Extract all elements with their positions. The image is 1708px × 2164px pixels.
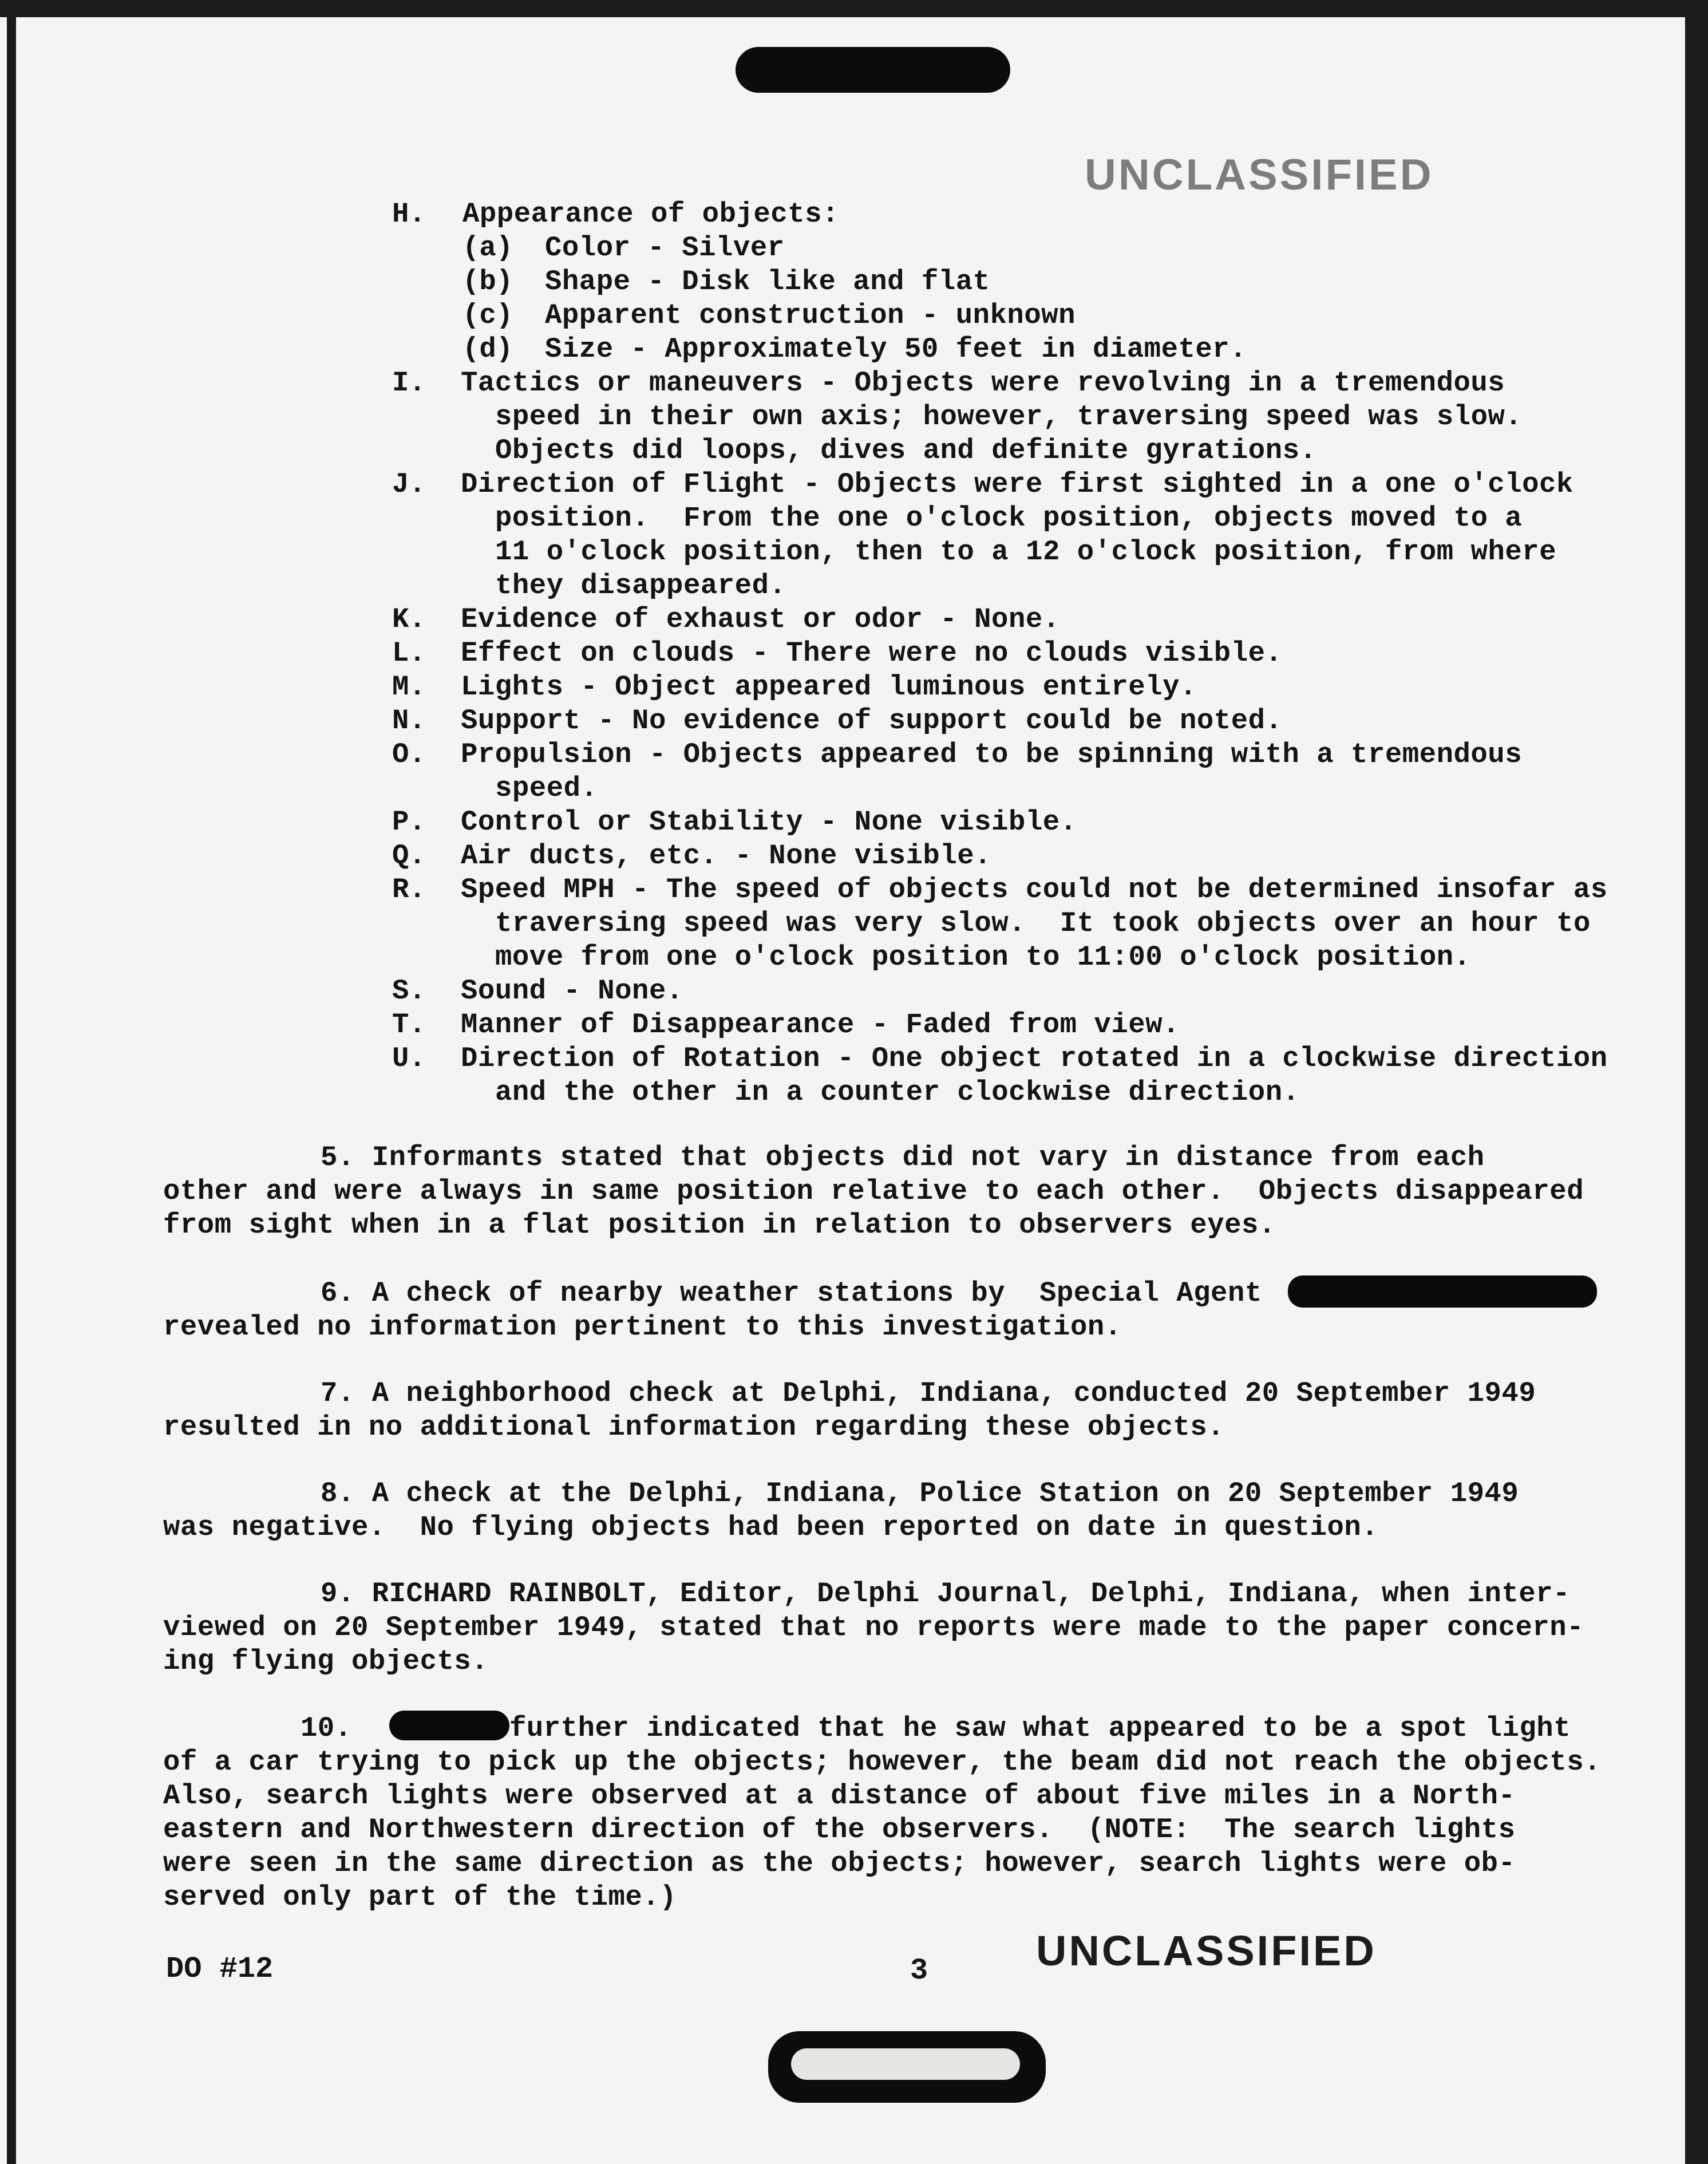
- item-l-line-1: Effect on clouds - There were no clouds visible.: [461, 637, 1283, 669]
- paragraph-9-line-3: ing flying objects.: [163, 1645, 489, 1677]
- scan-border-top: [0, 0, 1708, 17]
- item-m-line-1: Lights - Object appeared luminous entirely.: [461, 671, 1197, 703]
- item-letter-r: R.: [392, 874, 426, 906]
- item-o-line-1: Propulsion - Objects appeared to be spinning with a tremendous: [461, 739, 1523, 771]
- sub-label-a: (a): [462, 232, 513, 264]
- item-t-line-1: Manner of Disappearance - Faded from view.: [461, 1009, 1180, 1041]
- redaction-blot-bottom: [768, 2031, 1046, 2103]
- item-i-line-3: Objects did loops, dives and definite gyrations.: [495, 435, 1317, 467]
- redacted-informant-name: [389, 1711, 509, 1740]
- item-letter-q: Q.: [392, 840, 426, 872]
- paragraph-7-line-2: resulted in no additional information regarding these objects.: [163, 1411, 1225, 1443]
- item-letter-u: U.: [392, 1042, 426, 1075]
- item-i-line-1: Tactics or maneuvers - Objects were revolving in a tremendous: [461, 367, 1505, 399]
- paragraph-5-line-2: other and were always in same position relative to each other. Objects disappeared: [163, 1175, 1584, 1207]
- item-u-line-2: and the other in a counter clockwise direction.: [495, 1076, 1300, 1108]
- redacted-agent-name: [1288, 1276, 1597, 1308]
- document-id: DO #12: [166, 1952, 274, 1986]
- section-h-title: Appearance of objects:: [462, 198, 839, 230]
- item-u-line-1: Direction of Rotation - One object rotated in a clockwise direction: [461, 1042, 1608, 1075]
- paragraph-10-line-4: eastern and Northwestern direction of the observers. (NOTE: The search lights: [163, 1814, 1516, 1846]
- scan-border-right: [1685, 0, 1708, 2164]
- paragraph-5-line-3: from sight when in a flat position in relation to observers eyes.: [163, 1209, 1276, 1241]
- item-s-line-1: Sound - None.: [461, 975, 683, 1007]
- item-r-line-3: move from one o'clock position to 11:00 o'clock position.: [495, 941, 1471, 973]
- item-r-line-2: traversing speed was very slow. It took objects over an hour to: [495, 907, 1591, 939]
- sub-label-c: (c): [462, 299, 513, 331]
- item-i-line-2: speed in their own axis; however, traversing speed was slow.: [495, 401, 1523, 433]
- item-q-line-1: Air ducts, etc. - None visible.: [461, 840, 992, 872]
- sub-text-d: Size - Approximately 50 feet in diameter.: [545, 333, 1247, 365]
- paragraph-8-line-2: was negative. No flying objects had been reported on date in question.: [163, 1511, 1379, 1543]
- paragraph-10-line-5: were seen in the same direction as the objects; however, search lights were ob-: [163, 1847, 1516, 1879]
- item-letter-t: T.: [392, 1009, 426, 1041]
- item-p-line-1: Control or Stability - None visible.: [461, 806, 1077, 838]
- item-letter-s: S.: [392, 975, 426, 1007]
- item-letter-i: I.: [392, 367, 426, 399]
- item-letter-p: P.: [392, 806, 426, 838]
- paragraph-10-number: 10.: [301, 1712, 369, 1744]
- paragraph-9-line-1: 9. RICHARD RAINBOLT, Editor, Delphi Journal, Delphi, Indiana, when inter-: [321, 1578, 1571, 1610]
- classification-stamp-bottom: UNCLASSIFIED: [1036, 1927, 1377, 1975]
- item-letter-o: O.: [392, 739, 426, 771]
- item-o-line-2: speed.: [495, 772, 598, 804]
- item-j-line-1: Direction of Flight - Objects were first sighted in a one o'clock: [461, 468, 1573, 500]
- item-j-line-3: 11 o'clock position, then to a 12 o'clock position, from where: [495, 536, 1557, 568]
- sub-label-d: (d): [462, 333, 513, 365]
- paragraph-10-line-1: further indicated that he saw what appeared to be a spot light: [509, 1712, 1571, 1744]
- sub-text-b: Shape - Disk like and flat: [545, 266, 990, 298]
- item-letter-j: J.: [392, 468, 426, 500]
- paragraph-5-line-1: 5. Informants stated that objects did not vary in distance from each: [321, 1142, 1485, 1174]
- paragraph-8-line-1: 8. A check at the Delphi, Indiana, Police Station on 20 September 1949: [321, 1478, 1519, 1510]
- item-j-line-4: they disappeared.: [495, 570, 786, 602]
- item-letter-h: H.: [392, 198, 426, 230]
- paragraph-7-line-1: 7. A neighborhood check at Delphi, Indiana, conducted 20 September 1949: [321, 1377, 1536, 1409]
- item-letter-n: N.: [392, 705, 426, 737]
- item-n-line-1: Support - No evidence of support could be noted.: [461, 705, 1283, 737]
- paragraph-10-line-6: served only part of the time.): [163, 1881, 677, 1913]
- sub-text-a: Color - Silver: [545, 232, 785, 264]
- item-j-line-2: position. From the one o'clock position, objects moved to a: [495, 502, 1523, 534]
- item-r-line-1: Speed MPH - The speed of objects could not be determined insofar as: [461, 874, 1608, 906]
- paragraph-10-line-3: Also, search lights were observed at a distance of about five miles in a North-: [163, 1780, 1516, 1812]
- redaction-blot-top: [736, 47, 1010, 93]
- classification-stamp-top: UNCLASSIFIED: [1085, 151, 1434, 199]
- paragraph-9-line-2: viewed on 20 September 1949, stated that no reports were made to the paper concern-: [163, 1612, 1584, 1644]
- paragraph-10-line-2: of a car trying to pick up the objects; however, the beam did not reach the objects.: [163, 1746, 1602, 1778]
- sub-label-b: (b): [462, 266, 513, 298]
- item-letter-l: L.: [392, 637, 426, 669]
- sub-text-c: Apparent construction - unknown: [545, 299, 1076, 331]
- page-number: 3: [910, 1954, 928, 1988]
- item-k-line-1: Evidence of exhaust or odor - None.: [461, 603, 1060, 635]
- scan-border-left: [7, 0, 16, 2164]
- item-letter-m: M.: [392, 671, 426, 703]
- paragraph-6-line-2: revealed no information pertinent to this investigation.: [163, 1311, 1122, 1343]
- item-letter-k: K.: [392, 603, 426, 635]
- paragraph-6-line-1: 6. A check of nearby weather stations by Special Agent: [321, 1277, 1279, 1309]
